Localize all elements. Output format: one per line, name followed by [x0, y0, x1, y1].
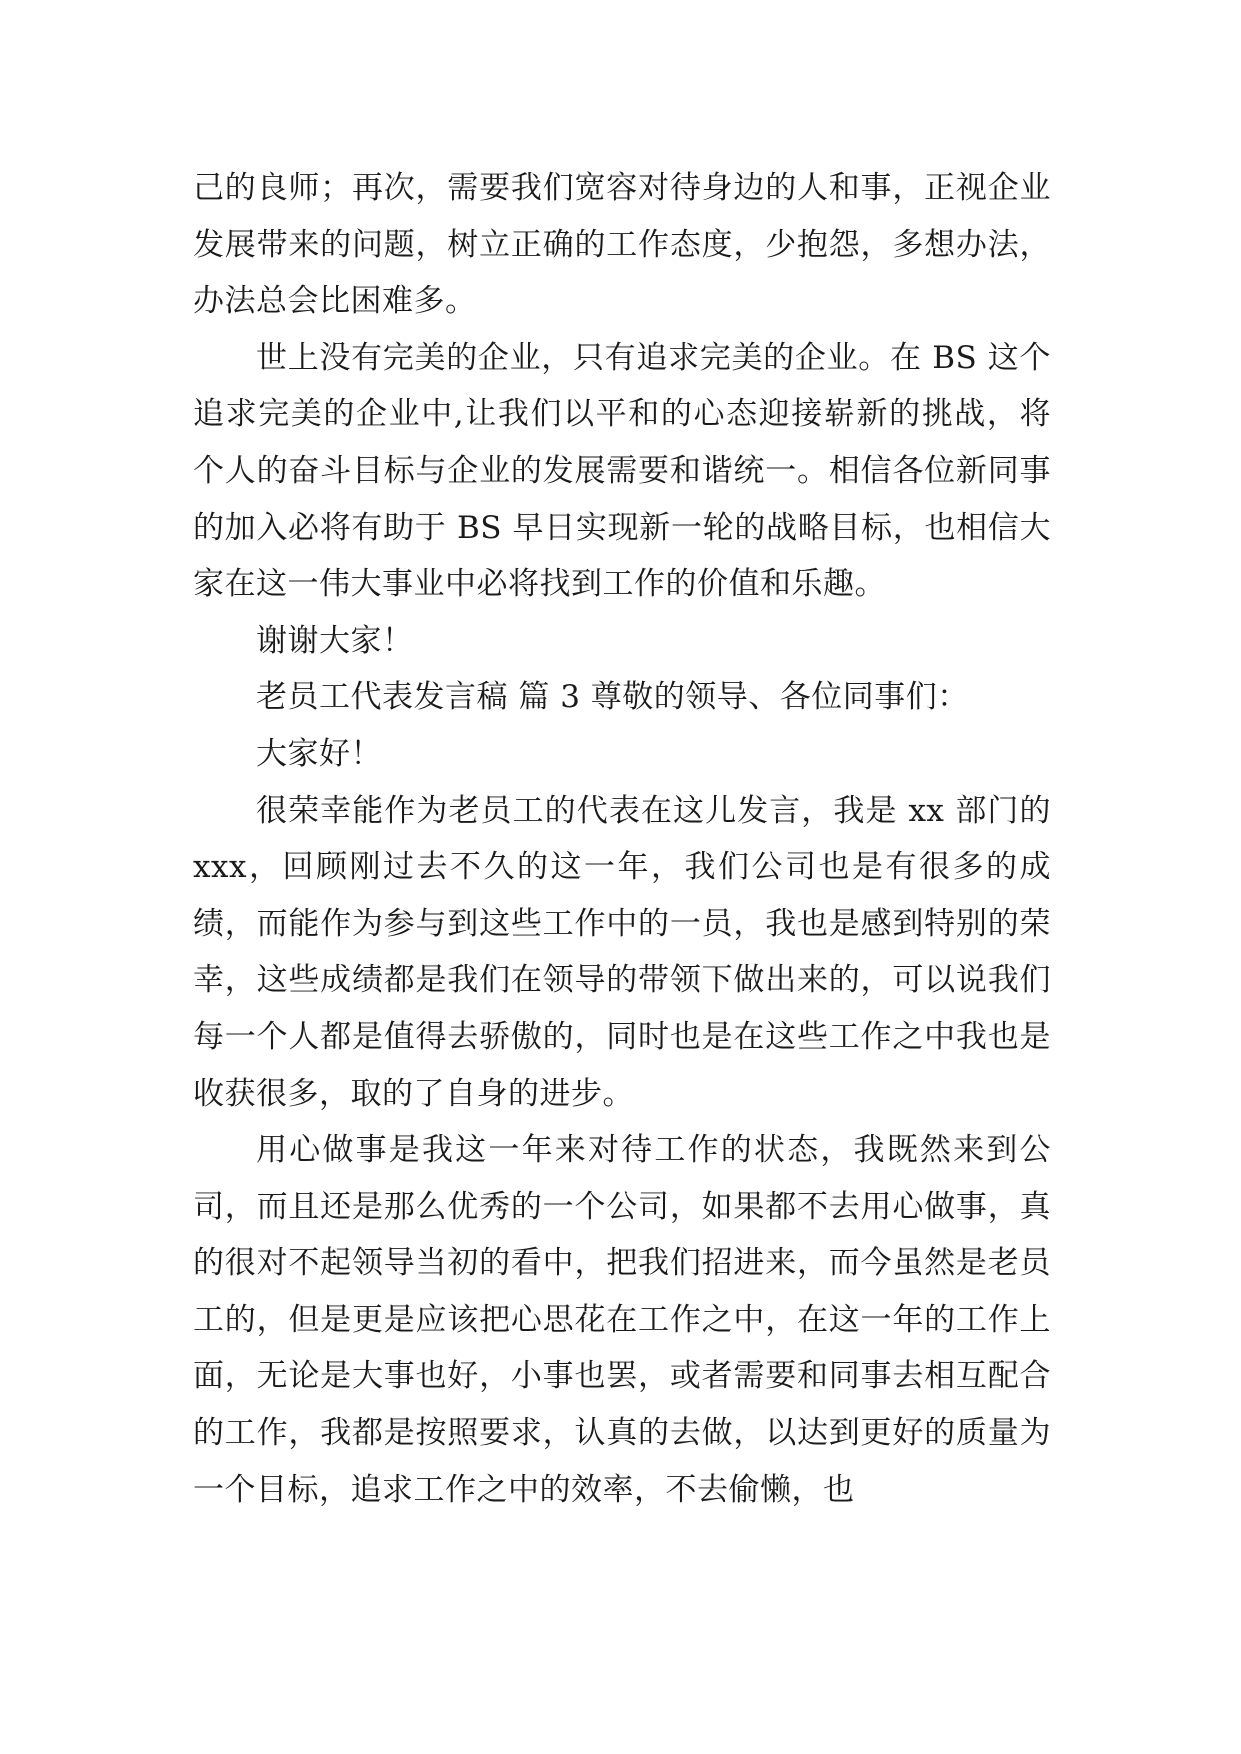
paragraph-greeting: 大家好！: [256, 735, 382, 772]
paragraph-continuation: 己的良师；再次，需要我们宽容对待身边的人和事，正视企业发展带来的问题，树立正确的工作态度，少抱怨，多想办法，办法总会比困难多。: [193, 170, 1051, 320]
paragraph-thanks: 谢谢大家！: [256, 622, 414, 659]
paragraph-dedication: 用心做事是我这一年来对待工作的状态，我既然来到公司，而且还是那么优秀的一个公司，如果都不去用心做事，真的很对不起领导当初的看中，把我们招进来，而今虽然是老员工的，但是更是应该把心思花在工作之中，在这一年的工作上面，无论是大事也好，小事也罢，或者需要和同事去相互配合的工作，我都是按照要求，认真的去做，以达到更好的质量为一个目标，追求工作之中的效率，不去偷懒，也: [193, 1132, 1051, 1508]
paragraph-perfect-enterprise: 世上没有完美的企业，只有追求完美的企业。在 BS 这个追求完美的企业中,让我们以平和的心态迎接崭新的挑战，将个人的奋斗目标与企业的发展需要和谐统一。相信各位新同事的加入必将有助于 BS 早日实现新一轮的战略目标，也相信大家在这一伟大事业中必将找到工作的价值和乐趣。: [193, 339, 1051, 603]
paragraph-honor: 很荣幸能作为老员工的代表在这儿发言，我是 xx 部门的 xxx，回顾刚过去不久的这一年，我们公司也是有很多的成绩，而能作为参与到这些工作中的一员，我也是感到特别的荣幸，这些成绩都是我们在领导的带领下做出来的，可以说我们每一个人都是值得去骄傲的，同时也是在这些工作之中我也是收获很多，取的了自身的进步。: [193, 792, 1051, 1112]
document-body: [193, 160, 1051, 1518]
paragraph-speech-heading: 老员工代表发言稿 篇 3 尊敬的领导、各位同事们：: [256, 679, 969, 716]
